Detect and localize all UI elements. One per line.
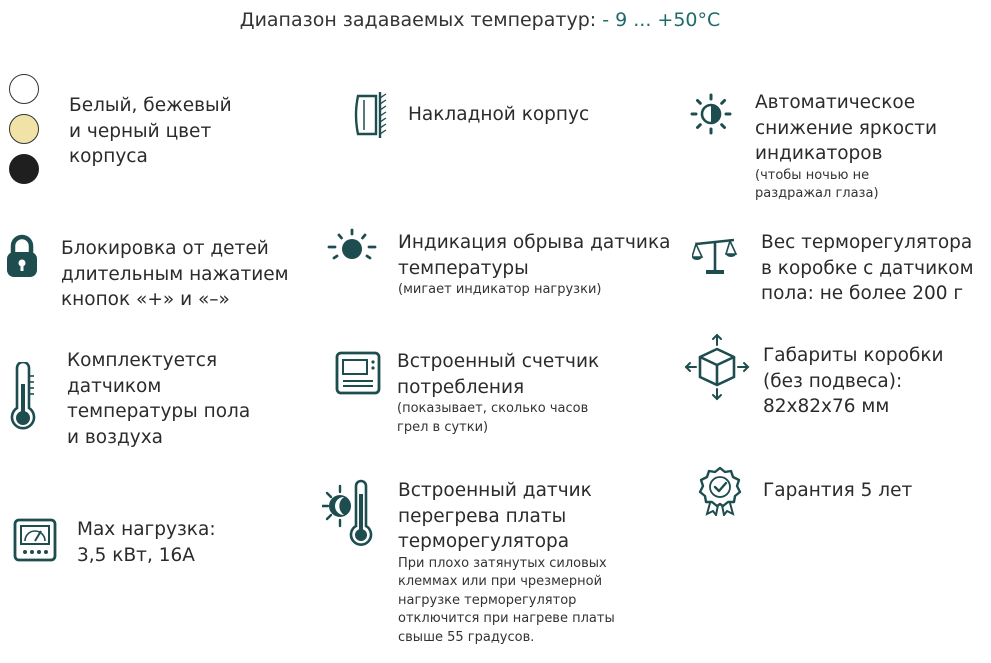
- feature-counter-text: Встроенный счетчик потребления (показывает, сколько часов грел в сутки): [397, 351, 600, 435]
- feature-sensor-kit-text: Комплектуется датчиком температуры пола и воздуха: [67, 350, 251, 448]
- lock-icon: [6, 234, 38, 278]
- blinking-indicator-icon: [326, 228, 378, 268]
- feature-brightness-text: Автоматическое снижение яркости индикаторов (чтобы ночью не раздражал глаза): [755, 92, 938, 201]
- gauge-meter-icon: [13, 518, 57, 562]
- header-range: - 9 ... +50°C: [602, 9, 721, 31]
- swatch-beige: [9, 114, 39, 144]
- temperature-range-header: [0, 9, 960, 31]
- display-device-icon: [335, 351, 381, 395]
- feature-max-load-text: Max нагрузка: 3,5 кВт, 16А: [77, 519, 216, 566]
- feature-weight-text: Вес терморегулятора в коробке с датчиком пола: не более 200 г: [761, 232, 974, 304]
- warranty-badge-icon: [697, 466, 743, 516]
- feature-overheat-text: Встроенный датчик перегрева платы терморегулятора При плохо затянутых силовых клеммах или при чрезмерной нагрузке терморегулятор отключится при нагреве платы свыше 55 градусов.: [398, 480, 615, 645]
- sun-brightness-icon: [690, 93, 732, 135]
- feature-child-lock-text: Блокировка от детей длительным нажатием кнопок «+» и «–»: [61, 238, 289, 310]
- scales-icon: [692, 235, 738, 277]
- feature-warranty-text: Гарантия 5 лет: [763, 480, 913, 501]
- feature-colors-text: Белый, бежевый и черный цвет корпуса: [69, 95, 232, 167]
- feature-sensor-break-text: Индикация обрыва датчика температуры (мигает индикатор нагрузки): [398, 232, 671, 297]
- thermometer-icon: [9, 362, 37, 434]
- feature-housing-text: Накладной корпус: [408, 104, 590, 125]
- surface-mount-housing-icon: [352, 90, 390, 140]
- sun-thermometer-icon: [322, 478, 378, 550]
- swatch-black: [9, 154, 39, 184]
- box-dimensions-icon: [684, 333, 750, 401]
- swatch-white: [9, 74, 39, 104]
- header-label: Диапазон задаваемых температур:: [239, 9, 597, 31]
- feature-box-size-text: Габариты коробки (без подвеса): 82х82х76 мм: [763, 345, 944, 417]
